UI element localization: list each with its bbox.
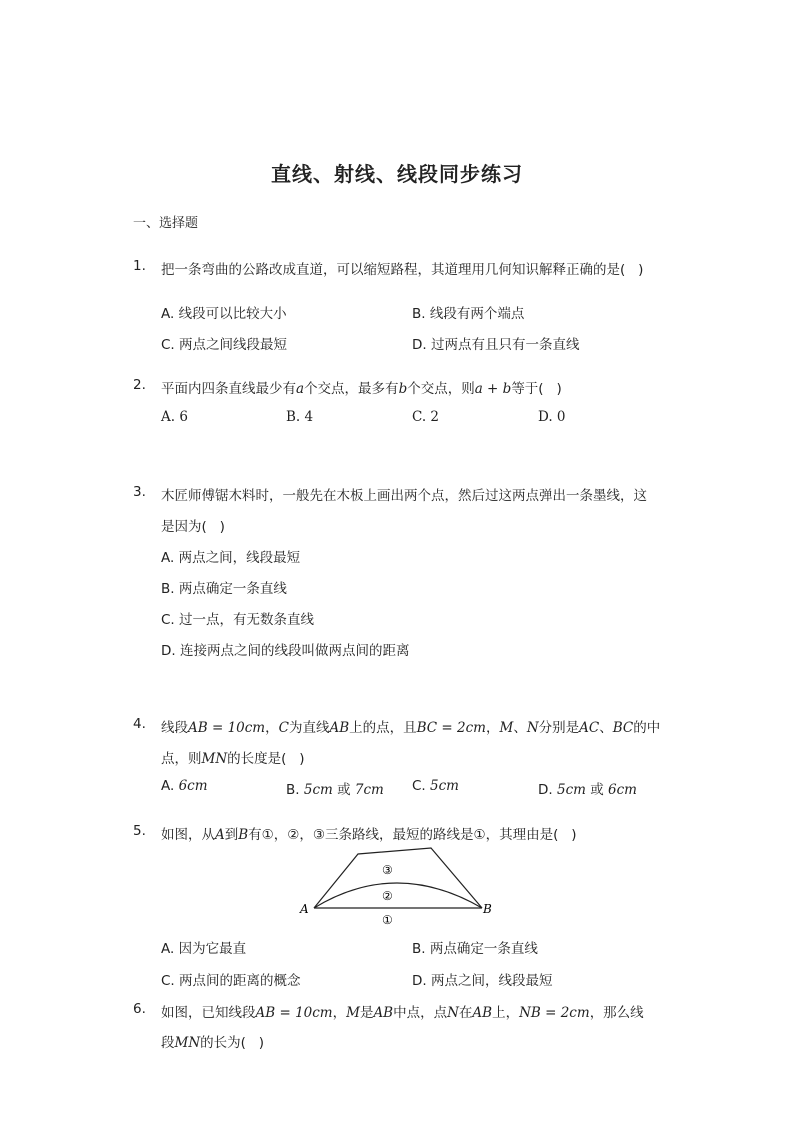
question-number: 6. (133, 1001, 146, 1017)
question-number: 4. (133, 716, 146, 732)
text-segment: 点，则 (161, 751, 202, 767)
text-segment: 上的点，且 (349, 720, 417, 736)
math-segment: BC = 2cm (416, 720, 486, 736)
option-d: D. 0 (538, 409, 566, 425)
option-math: 6cm (178, 778, 208, 794)
math-segment: N (526, 720, 539, 736)
text-segment: 个交点，则 (407, 381, 475, 397)
math-segment: MN (201, 751, 228, 767)
math-segment: B (238, 827, 249, 843)
text-segment: 是 (359, 1005, 374, 1021)
text-segment: ， (265, 720, 279, 736)
math-segment: MN (174, 1035, 201, 1051)
option-letter: A. (161, 778, 179, 794)
route-figure (296, 840, 500, 930)
option-b (286, 778, 384, 798)
route-2-path (314, 883, 482, 908)
text-segment: 个交点，最多有 (304, 381, 399, 397)
route-3-label: ③ (382, 863, 393, 877)
math-segment: AB (329, 720, 350, 736)
math-segment: AB = 10cm (255, 1005, 333, 1021)
question-text-continued: 是因为( ) (161, 519, 225, 535)
math-segment: M (346, 1005, 360, 1021)
question-number: 2. (133, 377, 146, 393)
text-segment: 、 (513, 720, 527, 736)
option-math: 7cm (354, 782, 384, 798)
question-text (161, 716, 660, 736)
option-b: B. 4 (286, 409, 314, 425)
option-c: C. 过一点，有无数条直线 (161, 612, 315, 628)
page-title: 直线、射线、线段同步练习 (271, 162, 523, 186)
math-segment: BC (612, 720, 634, 736)
question-text-continued (161, 747, 305, 767)
option-b: B. 两点确定一条直线 (161, 581, 287, 597)
math-segment: C (278, 720, 289, 736)
text-segment: 分别是 (538, 720, 580, 736)
math-a: a (296, 381, 305, 397)
option-b: B. 线段有两个端点 (412, 306, 525, 322)
text-segment: 中点，点 (393, 1005, 448, 1021)
text-segment: 的中 (633, 720, 661, 736)
question-text (161, 377, 562, 397)
route-1-label: ① (382, 913, 393, 927)
option-c: C. 两点间的距离的概念 (161, 973, 301, 989)
option-c (412, 778, 459, 794)
text-segment: 、 (599, 720, 613, 736)
text-segment: ，那么线 (589, 1005, 644, 1021)
option-a: A. 6 (161, 409, 188, 425)
math-segment: AB = 10cm (188, 720, 266, 736)
option-d: D. 两点之间，线段最短 (412, 973, 553, 989)
text-segment: 在 (458, 1005, 473, 1021)
math-segment: NB = 2cm (519, 1005, 590, 1021)
question-text: 木匠师傅锯木料时，一般先在木板上画出两个点，然后过这两点弹出一条墨线，这 (161, 488, 647, 504)
math-b: b (398, 381, 408, 397)
text-segment: 到 (224, 827, 239, 843)
option-math: 5cm (556, 782, 586, 798)
text-segment: 上， (492, 1005, 520, 1021)
text-segment: 为直线 (288, 720, 330, 736)
question-number: 3. (133, 484, 146, 500)
point-b-label: B (483, 902, 492, 916)
option-c: C. 2 (412, 409, 440, 425)
option-d: D. 连接两点之间的线段叫做两点间的距离 (161, 643, 410, 659)
route-3-path (314, 848, 482, 908)
option-math: 5cm (303, 782, 333, 798)
option-a (161, 778, 208, 794)
question-number: 5. (133, 823, 146, 839)
text-segment: 等于( ) (511, 381, 562, 397)
option-letter: B. (286, 782, 304, 798)
question-text: 把一条弯曲的公路改成直道，可以缩短路程，其道理用几何知识解释正确的是( ) (161, 262, 644, 278)
question-text (161, 1001, 644, 1021)
math-segment: AB (373, 1005, 394, 1021)
text-segment: 平面内四条直线最少有 (161, 381, 296, 397)
math-segment: AB (472, 1005, 493, 1021)
text-segment: ， (332, 1005, 347, 1021)
option-d (538, 778, 637, 798)
option-c: C. 两点之间线段最短 (161, 337, 288, 353)
option-a: A. 两点之间，线段最短 (161, 550, 301, 566)
question-number: 1. (133, 258, 146, 274)
text-segment: 有①，②，③三条路线，最短的路线是①，其理由是( ) (248, 827, 577, 843)
math-segment: A (215, 827, 225, 843)
text-segment: 的长度是( ) (227, 751, 305, 767)
route-2-label: ② (382, 889, 393, 903)
math-segment: M (499, 720, 514, 736)
text-segment: ， (485, 720, 500, 736)
option-a: A. 因为它最直 (161, 941, 247, 957)
option-connector: 或 (585, 782, 609, 798)
option-a: A. 线段可以比较大小 (161, 306, 287, 322)
math-segment: AC (579, 720, 600, 736)
section-heading: 一、选择题 (133, 216, 199, 231)
option-letter: C. (412, 778, 431, 794)
option-math: 6cm (608, 782, 637, 798)
option-math: 5cm (430, 778, 459, 794)
question-text-continued (161, 1031, 264, 1051)
option-connector: 或 (332, 782, 355, 798)
math-expression: a + b (474, 381, 512, 397)
text-segment: 的长为( ) (200, 1035, 265, 1051)
text-segment: 如图，从 (161, 827, 215, 843)
text-segment: 段 (161, 1035, 175, 1051)
option-d: D. 过两点有且只有一条直线 (412, 337, 580, 353)
point-a-label: A (300, 902, 309, 916)
option-letter: D. (538, 782, 557, 798)
math-segment: N (447, 1005, 459, 1021)
option-b: B. 两点确定一条直线 (412, 941, 538, 957)
text-segment: 如图，已知线段 (161, 1005, 256, 1021)
text-segment: 线段 (161, 720, 188, 736)
